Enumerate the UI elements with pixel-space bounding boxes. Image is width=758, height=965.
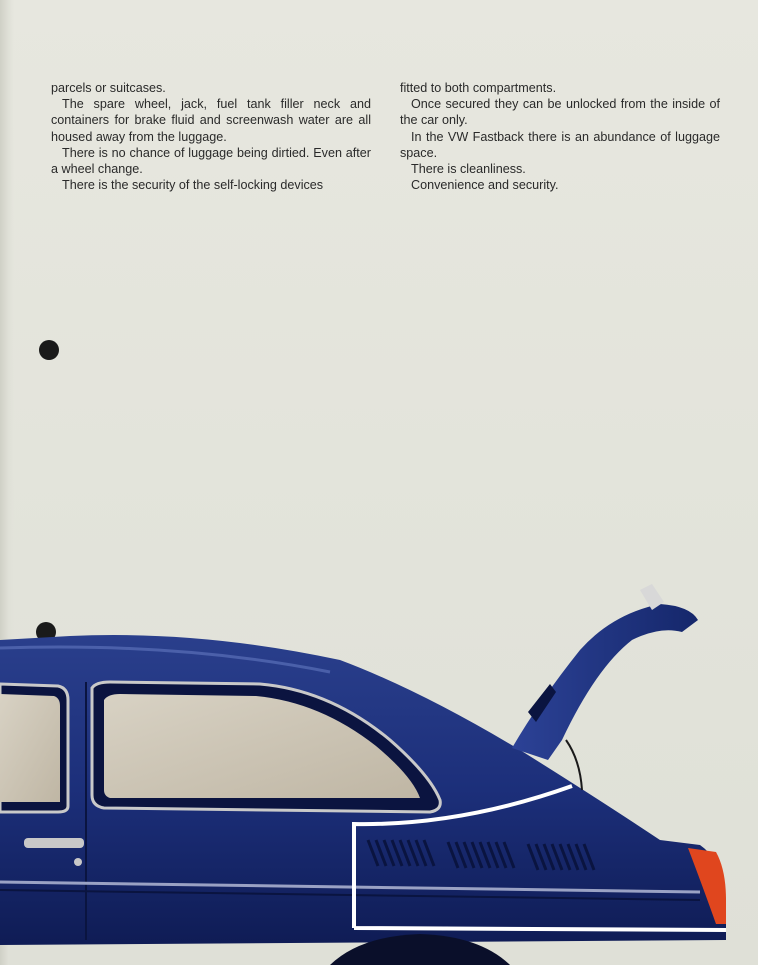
paragraph: There is cleanliness. [411, 162, 526, 177]
paragraph: Once secured they can be unlocked from the inside of the car only. [400, 97, 720, 128]
paragraph: fitted to both compartments. [400, 81, 557, 95]
paragraph: There is the security of the self-locking devices [62, 178, 324, 193]
paragraph: parcels or suitcases. [51, 81, 166, 95]
door-handle [24, 838, 84, 848]
paragraph: In the VW Fastback there is an abundance of luggage space. [400, 129, 720, 160]
paragraph: Convenience and security. [411, 178, 559, 193]
paragraph: There is no chance of luggage being dirtied. Even after a wheel change. [51, 145, 371, 177]
open-trunk-lid [512, 604, 698, 760]
paragraph: The spare wheel, jack, fuel tank filler neck and containers for brake fluid and screenwash water are all housed away from the luggage. [51, 97, 371, 144]
